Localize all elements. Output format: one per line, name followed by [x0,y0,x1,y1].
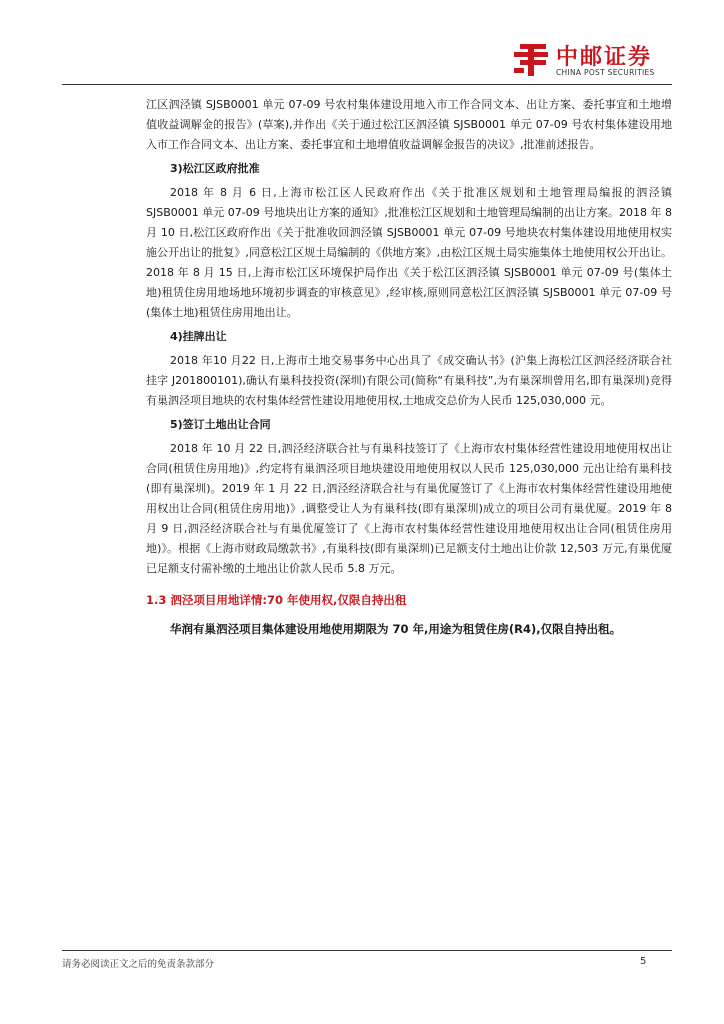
china-post-logo-icon [512,42,550,78]
brand-name-en: CHINA POST SECURITIES [556,68,655,77]
paragraph-resolution: 江区泗泾镇 SJSB0001 单元 07-09 号农村集体建设用地入市工作合同文本、出让方案、委托事宜和土地增值收益调解金的报告》(草案),并作出《关于通过松江区泗泾镇 SJSB0001 单元 07-09 号农村集体建设用地入市工作合同文本、出让方案、委托事宜和土地增值收益调解金报告的决议》,批准前述报告。 [146,98,672,151]
paragraph-district-approval: 2018 年 8 月 6 日,上海市松江区人民政府作出《关于批准区规划和土地管理局编报的泗泾镇 SJSB0001 单元 07-09 号地块出让方案的通知》,批准松江区规划和土地管理局编制的出让方案。2018 年 8 月 10 日,松江区政府作出《关于批准收回泗泾镇 SJSB0001 单元 07-09 号地块农村集体建设用地使用权实施公开出让的批复》,同意松江区规土局编制的《供地方案》,由松江区规土局实施集体土地使用权公开出让。2018 年 8 月 15 日,上海市松江区环境保护局作出《关于松江区泗泾镇 SJSB0001 单元 07-09 号(集体土地)租赁住房用地场地环境初步调查的审核意见》,经审核,原则同意松江区泗泾镇 SJSB0001 单元 07-09 号(集体土地)租赁住房用地出让。 [146,186,672,319]
paragraph-listing-transfer: 2018 年10 月22 日,上海市土地交易事务中心出具了《成交确认书》(沪集上海松江区泗泾经济联合社挂字 J201800101),确认有巢科技投资(深圳)有限公司(简称“有巢科技”,为有巢深圳曾用名,即有巢深圳)竞得有巢泗泾项目地块的农村集体经营性建设用地使用权,土地成交总价为人民币 125,030,000 元。 [146,354,672,407]
brand-logo [512,40,682,80]
paragraph-land-details: 华润有巢泗泾项目集体建设用地使用期限为 70 年,用途为租赁住房(R4),仅限自持出租。 [170,622,622,636]
header-divider [62,84,672,85]
section-heading-land-details: 1.3 泗泾项目用地详情:70 年使用权,仅限自持出租 [146,593,407,607]
footer-divider [62,950,672,951]
subheading-transfer-contract: 5)签订土地出让合同 [170,418,271,431]
page-number: 5 [640,956,647,967]
brand-name-cn: 中邮证券 [556,45,653,70]
subheading-listing-transfer: 4)挂牌出让 [170,330,227,343]
footer-disclaimer: 请务必阅读正文之后的免责条款部分 [62,959,215,970]
report-body [146,95,672,641]
paragraph-transfer-contract: 2018 年 10 月 22 日,泗泾经济联合社与有巢科技签订了《上海市农村集体经营性建设用地使用权出让合同(租赁住房用地)》,约定将有巢泗泾项目地块建设用地使用权以人民币 125,030,000 元出让给有巢科技(即有巢深圳)。2019 年 1 月 22 日,泗泾经济联合社与有巢优厦签订了《上海市农村集体经营性建设用地使用权出让合同(租赁住房用地)》,调整受让人为有巢科技(即有巢深圳)成立的项目公司有巢优厦。2019 年 8 月 9 日,泗泾经济联合社与有巢优厦签订了《上海市农村集体经营性建设用地使用权出让合同(租赁住房用地)》。根据《上海市财政局缴款书》,有巢科技(即有巢深圳)已足额支付土地出让价款 12,503 万元,有巢优厦已足额支付需补缴的土地出让价款人民币 5.8 万元。 [146,442,672,575]
subheading-district-approval: 3)松江区政府批准 [170,162,260,175]
